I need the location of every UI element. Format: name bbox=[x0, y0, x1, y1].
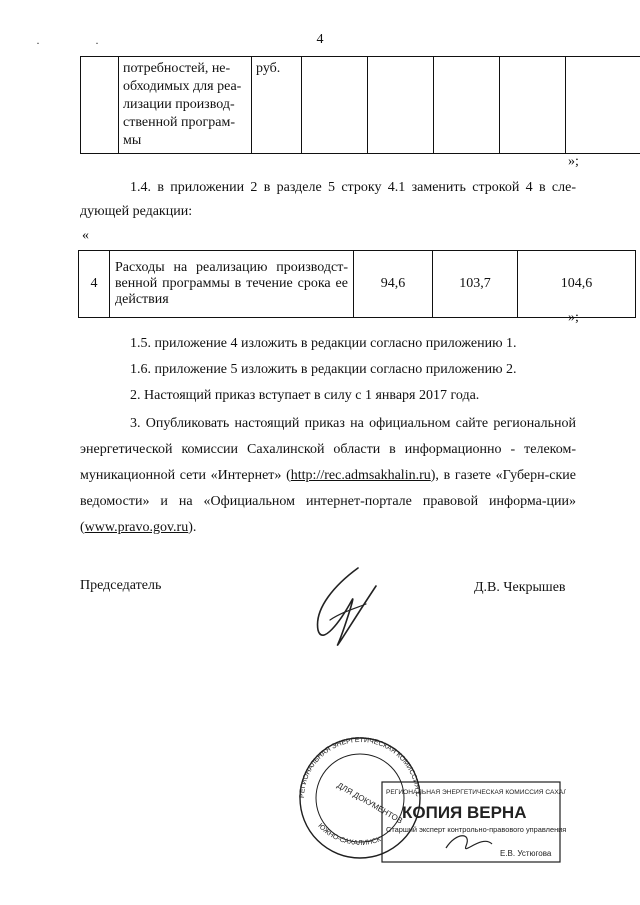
row4-value-1: 94,6 bbox=[354, 251, 433, 318]
page-number: 4 bbox=[316, 32, 324, 47]
stamp-graphic bbox=[296, 736, 566, 866]
stamp-copy-label: КОПИЯ ВЕРНА bbox=[402, 803, 527, 822]
table-cell-empty bbox=[302, 57, 368, 154]
link-pravo-gov[interactable]: www.pravo.gov.ru bbox=[84, 520, 189, 535]
row4-table bbox=[78, 250, 636, 318]
stamp-center: ДЛЯ ДОКУМЕНТОВ bbox=[335, 780, 405, 826]
paragraph-3 bbox=[80, 411, 576, 541]
row4-value-3: 104,6 bbox=[518, 251, 636, 318]
table-cell-empty bbox=[566, 57, 640, 154]
table-cell-empty bbox=[500, 57, 566, 154]
paragraph-1-5: 1.5. приложение 4 изложить в редакции согласно приложению 1. bbox=[130, 336, 517, 351]
table-row bbox=[79, 251, 636, 318]
table-cell-empty bbox=[81, 57, 119, 154]
paragraph-3-text: 3. Опубликовать настоящий приказ на официальном сайте региональной энергетической комиссии Сахалинской области в информационно - телеком-муникационной сети «Интернет» ( bbox=[80, 416, 576, 483]
paragraph-2: 2. Настоящий приказ вступает в силу с 1 января 2017 года. bbox=[130, 388, 480, 403]
signatory-title: Председатель bbox=[80, 578, 162, 593]
table-cell-desc: потребностей, не-обходимых для реа-лизации производ-ственной програм-мы bbox=[119, 57, 252, 154]
table-cell-unit: руб. bbox=[252, 57, 302, 154]
stamp-ring-text: РЕГИОНАЛЬНАЯ ЭНЕРГЕТИЧЕСКАЯ КОМИССИЯ С bbox=[298, 736, 422, 799]
row4-value-2: 103,7 bbox=[433, 251, 518, 318]
opening-quote: « bbox=[82, 228, 89, 243]
closing-quote: »; bbox=[568, 310, 579, 325]
signatory-name: Д.В. Чекрышев bbox=[474, 580, 566, 595]
link-rec-admsakhalin[interactable]: http://rec.admsakhalin.ru bbox=[290, 468, 431, 483]
paragraph-1-6: 1.6. приложение 5 изложить в редакции согласно приложению 2. bbox=[130, 362, 517, 377]
stamp-ring-bottom: ЮЖНО-САХАЛИНСК bbox=[316, 822, 383, 847]
row4-description: Расходы на реализацию производст-венной программы в течение срока ее действия bbox=[110, 251, 354, 318]
paragraph-3-text: ), в газете «Губерн-ские ведомости» и на «Официальном интернет-портале правовой информа-ции» ( bbox=[80, 468, 576, 535]
row4-number: 4 bbox=[79, 251, 110, 318]
continuation-table bbox=[80, 56, 640, 154]
stamp-signer: Е.В. Устюгова bbox=[500, 849, 552, 858]
stamp-org: РЕГИОНАЛЬНАЯ ЭНЕРГЕТИЧЕСКАЯ КОМИССИЯ САХАЛ bbox=[386, 789, 566, 796]
table-cell-empty bbox=[368, 57, 434, 154]
paragraph-3-text: ). bbox=[188, 520, 197, 535]
closing-quote: »; bbox=[568, 154, 579, 169]
certification-stamp bbox=[296, 736, 566, 866]
stamp-position: Старший эксперт контрольно-правового управления bbox=[386, 825, 566, 834]
table-cell-empty bbox=[434, 57, 500, 154]
scan-specks: · · bbox=[36, 36, 125, 50]
paragraph-1-4: 1.4. в приложении 2 в разделе 5 строку 4.1 заменить строкой 4 в сле-дующей редакции: bbox=[80, 180, 576, 219]
stamp-signature bbox=[446, 836, 492, 849]
handwritten-signature bbox=[296, 560, 386, 660]
table-row bbox=[81, 57, 640, 154]
